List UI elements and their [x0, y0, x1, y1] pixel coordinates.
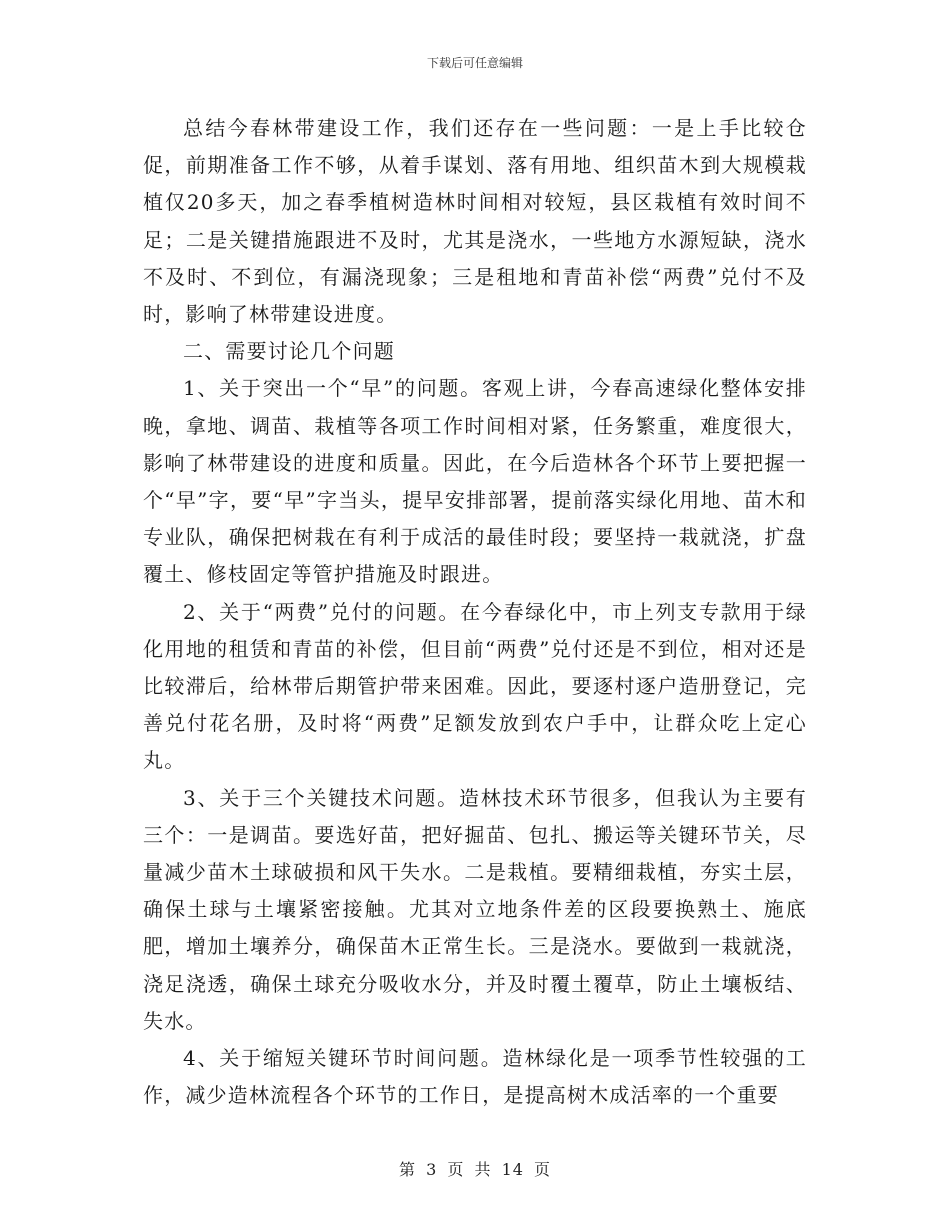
footer-suffix: 页 [534, 1160, 552, 1179]
footer-page-label: 页 [447, 1160, 465, 1179]
footer-prefix: 第 [398, 1160, 416, 1179]
paragraph-item-4: 4、关于缩短关键环节时间问题。造林绿化是一项季节性较强的工作，减少造林流程各个环节的工作日，是提高树木成活率的一个重要 [143, 1046, 807, 1108]
page-footer [0, 1157, 950, 1180]
paragraph-item-1: 1、关于突出一个“早”的问题。客观上讲，今春高速绿化整体安排晚，拿地、调苗、栽植等各项工作时间相对紧，任务繁重，难度很大，影响了林带建设的进度和质量。因此，在今后造林各个环节上要把握一个“早”字，要“早”字当头，提早安排部署，提前落实绿化用地、苗木和专业队，确保把树栽在有利于成活的最佳时段；要坚持一栽就浇，扩盘覆土、修枝固定等管护措施及时跟进。 [143, 376, 807, 587]
paragraph-item-3: 3、关于三个关键技术问题。造林技术环节很多，但我认为主要有三个：一是调苗。要选好苗，把好掘苗、包扎、搬运等关键环节关，尽量减少苗木土球破损和风干失水。二是栽植。要精细栽植，夯实土层，确保土球与土壤紧密接触。尤其对立地条件差的区段要换熟土、施底肥，增加土壤养分，确保苗木正常生长。三是浇水。要做到一栽就浇，浇足浇透，确保土球充分吸收水分，并及时覆土覆草，防止土壤板结、失水。 [143, 785, 807, 1033]
paragraph-item-2: 2、关于“两费”兑付的问题。在今春绿化中，市上列支专款用于绿化用地的租赁和青苗的补偿，但目前“两费”兑付还是不到位，相对还是比较滞后，给林带后期管护带来困难。因此，要逐村逐户造册登记，完善兑付花名册，及时将“两费”足额发放到农户手中，让群众吃上定心丸。 [143, 599, 807, 773]
current-page-number: 3 [426, 1160, 438, 1179]
footer-total-label: 共 [474, 1160, 492, 1179]
page-header: 下载后可任意编辑 [426, 56, 523, 70]
paragraph-summary: 总结今春林带建设工作，我们还存在一些问题：一是上手比较仓促，前期准备工作不够，从着手谋划、落有用地、组织苗木到大规模栽植仅20多天，加之春季植树造林时间相对较短，县区栽植有效时间不足；二是关键措施跟进不及时，尤其是浇水，一些地方水源短缺，浇水不及时、不到位，有漏浇现象；三是租地和青苗补偿“两费”兑付不及时，影响了林带建设进度。 [143, 116, 807, 327]
total-pages-number: 14 [501, 1160, 524, 1179]
document-body [143, 110, 807, 1114]
section-heading: 二、需要讨论几个问题 [183, 339, 395, 364]
